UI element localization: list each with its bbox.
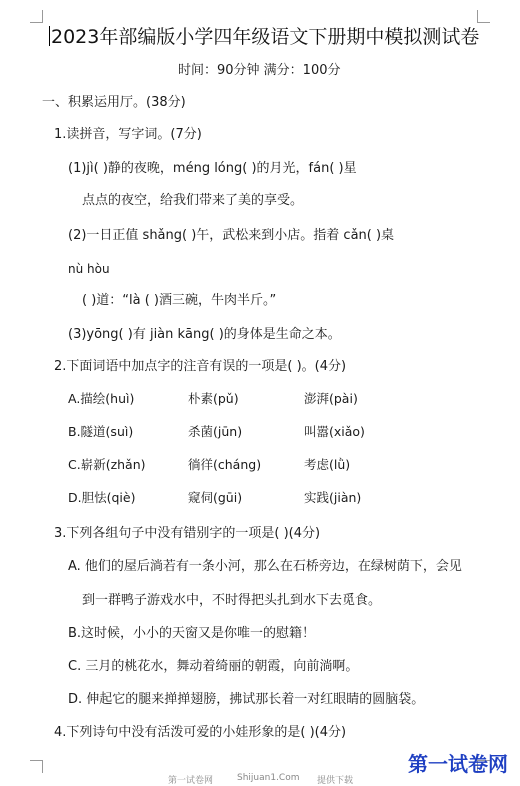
question-3-option-c[interactable]: C. 三月的桃花水，舞动着绮丽的朝霞，向前淌啊。 [68,659,359,674]
footer-download-note: 提供下载 [317,776,354,786]
question-3-option-a-cont[interactable]: 到一群鸭子游戏水中，不时得把头扎到水下去觅食。 [82,593,382,608]
question-3-option-d[interactable]: D. 伸起它的腿来掸掸翅膀，拂试那长着一对红眼睛的圆脑袋。 [68,692,425,707]
question-3-heading[interactable]: 3.下列各组句子中没有错别字的一项是( )(4分) [54,526,321,541]
corner-crop-mark [477,10,490,23]
option-c-word-1[interactable]: C.崭新(zhǎn) [68,457,146,472]
option-d-word-3[interactable]: 实践(jiàn) [304,490,362,505]
question-1-part-2-cont[interactable]: ( )道：“là ( )酒三碗，牛肉半斤。” [82,293,277,308]
corner-crop-mark [30,760,43,773]
option-c-word-2[interactable]: 徜徉(cháng) [188,457,262,472]
brand-watermark: 第一试卷网 [408,752,508,776]
question-1-part-1-cont[interactable]: 点点的夜空，给我们带来了美的享受。 [82,193,304,208]
option-a-word-1[interactable]: A.描绘(huì) [68,391,135,406]
option-c-word-3[interactable]: 考虑(lǜ) [304,457,351,472]
question-4-heading[interactable]: 4.下列诗句中没有活泼可爱的小娃形象的是( )(4分) [54,725,347,740]
page-title[interactable]: 2023年部编版小学四年级语文下册期中模拟测试卷 [51,26,480,48]
corner-crop-mark [30,10,43,23]
question-1-part-1[interactable]: (1)jì( )静的夜晚，méng lóng( )的月光，fán( )星 [68,161,357,176]
option-a-word-3[interactable]: 澎湃(pài) [304,391,358,406]
exam-time-score[interactable]: 时间：90分钟 满分：100分 [178,63,341,78]
footer-site-name: 第一试卷网 [168,776,214,786]
question-3-option-b[interactable]: B.这时候，小小的天窗又是你唯一的慰籍！ [68,626,316,641]
section-heading[interactable]: 一、积累运用厅。(38分) [42,95,186,110]
option-d-word-1[interactable]: D.胆怯(qiè) [68,490,136,505]
option-d-word-2[interactable]: 窥伺(gūi) [188,490,243,505]
question-1-part-2[interactable]: (2)一日正值 shǎng( )午，武松来到小店。指着 cǎn( )桌 [68,228,395,243]
question-1-pinyin[interactable]: nù hòu [68,262,110,276]
footer-site-url: Shijuan1.Com [237,773,300,783]
question-2-heading[interactable]: 2.下面词语中加点字的注音有误的一项是( )。(4分) [54,359,347,374]
question-1-part-3[interactable]: (3)yōng( )有 jiàn kāng( )的身体是生命之本。 [68,327,341,342]
option-b-word-3[interactable]: 叫嚣(xiǎo) [304,424,365,439]
option-b-word-1[interactable]: B.隧道(suì) [68,424,134,439]
question-1-heading[interactable]: 1.读拼音，写字词。(7分) [54,127,202,142]
text-cursor [49,26,50,46]
question-3-option-a[interactable]: A. 他们的屋后淌若有一条小河，那么在石桥旁边，在绿树荫下，会见 [68,559,462,574]
option-b-word-2[interactable]: 杀菌(jūn) [188,424,243,439]
option-a-word-2[interactable]: 朴素(pǔ) [188,391,239,406]
